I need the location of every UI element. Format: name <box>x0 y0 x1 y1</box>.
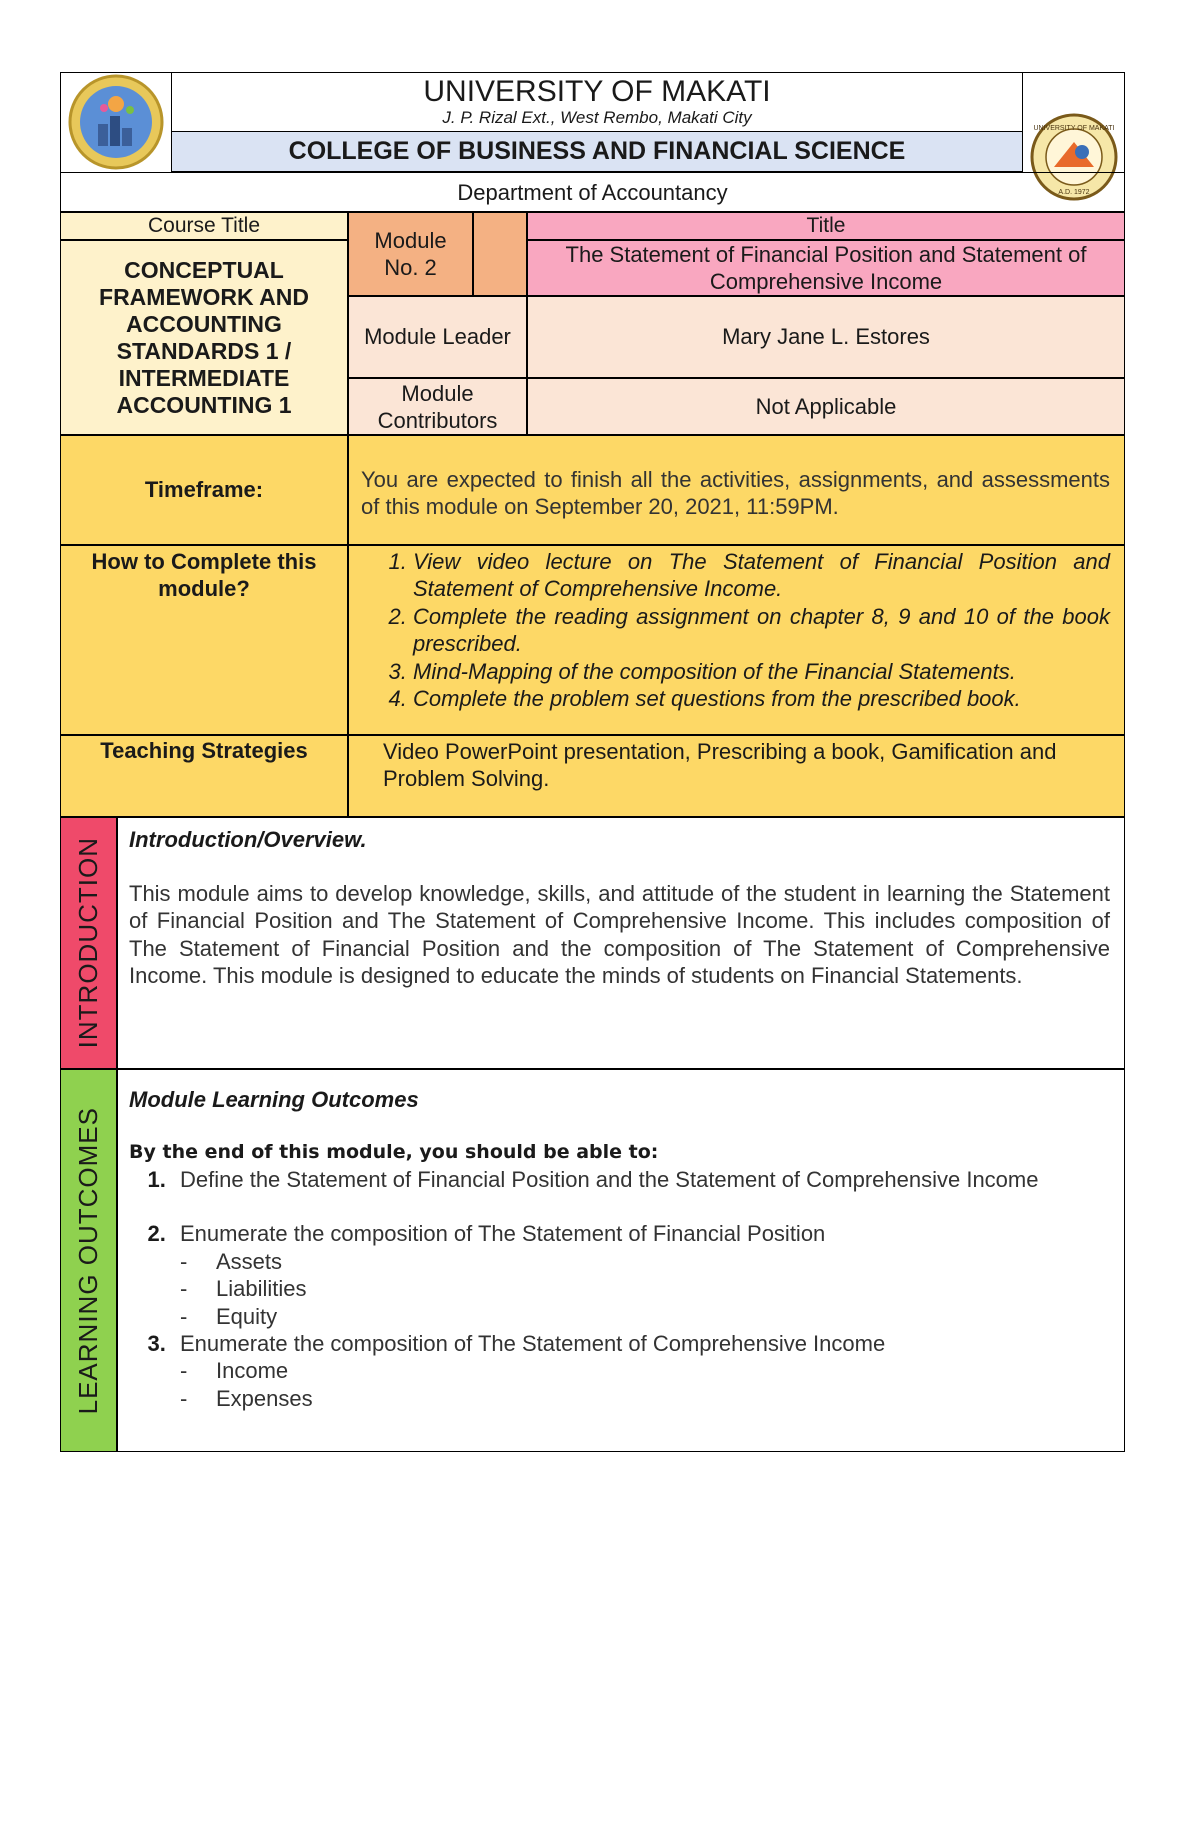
seal-year: A.D. 1972 <box>1058 189 1090 196</box>
introduction-content <box>117 817 1125 1069</box>
university-title-block <box>172 72 1022 132</box>
outcomes-side-label: LEARNING OUTCOMES <box>73 1106 103 1415</box>
title-label: Title <box>527 212 1125 240</box>
outcome-text: Enumerate the composition of The Statement of Comprehensive Income <box>180 1331 886 1357</box>
how-to-step: 1. View video lecture on The Statement of Financial Position and Statement of Comprehensive Income. <box>413 548 1110 603</box>
department-name: Department of Accountancy <box>60 172 1125 212</box>
module-leader-value: Mary Jane L. Estores <box>527 296 1125 378</box>
university-logo <box>60 72 172 172</box>
outcomes-lead: By the end of this module, you should be able to: <box>129 1141 659 1163</box>
introduction-heading: Introduction/Overview. <box>129 827 367 852</box>
outcome-sublist <box>180 1357 1110 1412</box>
module-label: Module <box>374 228 447 253</box>
how-to-step: 3. Mind-Mapping of the composition of the Financial Statements. <box>413 658 1110 685</box>
introduction-body: This module aims to develop knowledge, skills, and attitude of the student in learning the Statement of Financial Position and The Statement of Comprehensive Income. This includes composition of The Statement of Financial Position and the composition of The Statement of Comprehensive Income. This module is designed to educate the minds of students on Financial Statements. <box>129 881 1110 989</box>
teaching-label: Teaching Strategies <box>60 735 348 817</box>
outcome-sublist <box>180 1248 1110 1330</box>
outcome-item <box>172 1330 1110 1412</box>
outcome-subitem: - Assets <box>180 1248 1110 1275</box>
outcome-subitem: - Expenses <box>180 1385 1110 1412</box>
timeframe-label: Timeframe: <box>60 435 348 545</box>
outcomes-heading: Module Learning Outcomes <box>129 1087 419 1112</box>
course-title-label: Course Title <box>60 212 348 240</box>
outcome-subitem: - Income <box>180 1357 1110 1384</box>
university-address: J. P. Rizal Ext., West Rembo, Makati City <box>442 107 752 127</box>
course-title-value: CONCEPTUAL FRAMEWORK AND ACCOUNTING STANDARDS 1 / INTERMEDIATE ACCOUNTING 1 <box>60 240 348 435</box>
outcomes-content <box>117 1069 1125 1452</box>
outcome-subitem: - Equity <box>180 1303 1110 1330</box>
module-contributors-value: Not Applicable <box>527 378 1125 435</box>
university-name: UNIVERSITY OF MAKATI <box>423 74 771 108</box>
how-to-step-list <box>361 548 1110 712</box>
outcome-text: Define the Statement of Financial Position and the Statement of Comprehensive Income <box>180 1167 1039 1192</box>
university-logo-icon <box>60 72 172 172</box>
college-name: COLLEGE OF BUSINESS AND FINANCIAL SCIENCE <box>172 132 1022 172</box>
outcomes-band <box>60 1069 117 1452</box>
outcome-subitem: - Liabilities <box>180 1275 1110 1302</box>
outcomes-list <box>129 1166 1110 1412</box>
module-blank-cell <box>473 212 527 296</box>
introduction-band <box>60 817 117 1069</box>
introduction-side-label: INTRODUCTION <box>73 837 103 1049</box>
outcome-item <box>172 1166 1110 1193</box>
how-to-steps <box>348 545 1125 735</box>
how-to-step: 2. Complete the reading assignment on chapter 8, 9 and 10 of the book prescribed. <box>413 603 1110 658</box>
outcome-item <box>172 1220 1110 1330</box>
module-leader-label: Module Leader <box>348 296 527 378</box>
title-value: The Statement of Financial Position and Statement of Comprehensive Income <box>527 240 1125 296</box>
module-contributors-label: Module Contributors <box>348 378 527 435</box>
seal-text: UNIVERSITY OF MAKATI <box>1033 125 1115 132</box>
module-number: No. 2 <box>384 255 437 280</box>
teaching-text: Video PowerPoint presentation, Prescribing a book, Gamification and Problem Solving. <box>348 735 1125 817</box>
how-to-step: 4. Complete the problem set questions from the prescribed book. <box>413 685 1110 712</box>
how-to-label: How to Complete this module? <box>60 545 348 735</box>
timeframe-text: You are expected to finish all the activities, assignments, and assessments of this module on September 20, 2021, 11:59PM. <box>348 435 1125 545</box>
module-number-cell <box>348 212 473 296</box>
outcome-text: Enumerate the composition of The Statement of Financial Position <box>180 1221 826 1247</box>
